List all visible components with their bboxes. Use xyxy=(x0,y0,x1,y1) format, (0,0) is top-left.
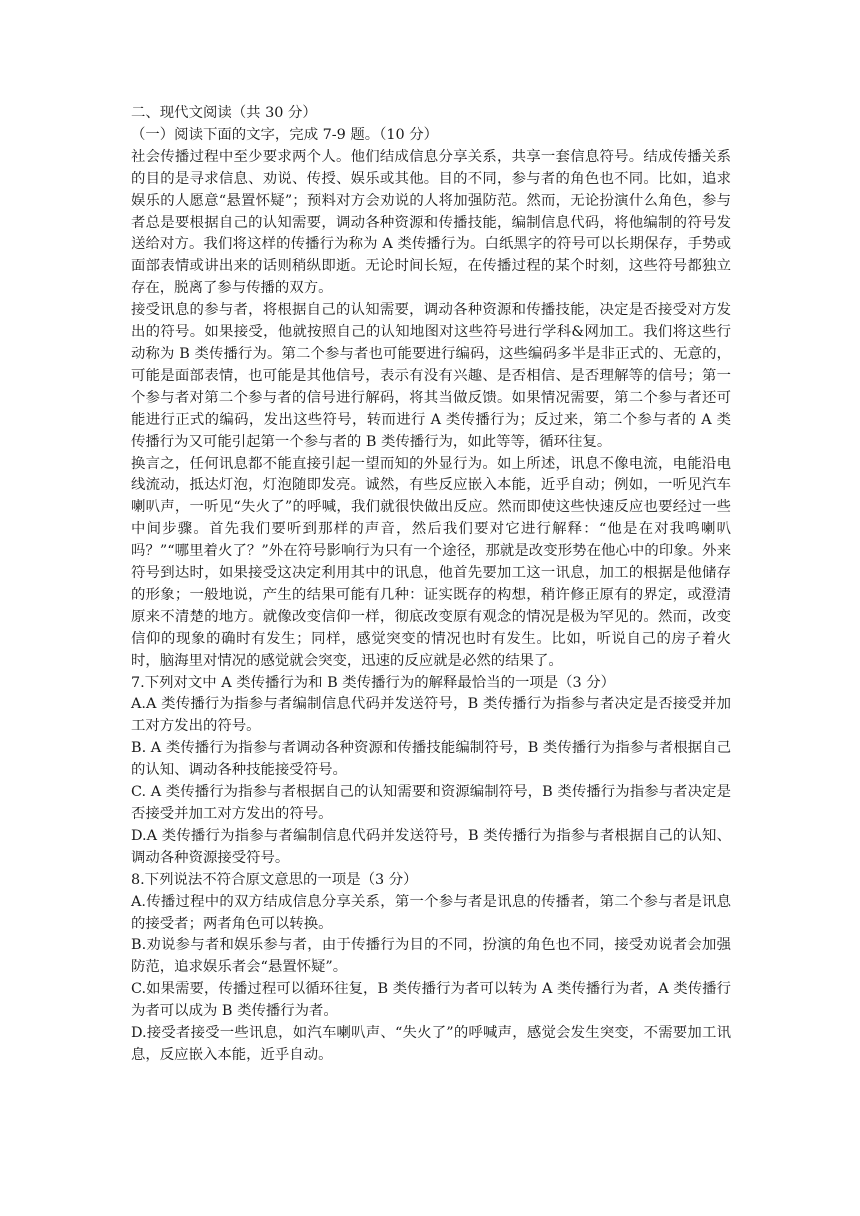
option-d: D.A 类传播行为指参与者编制信息代码并发送符号，B 类传播行为指参与者根据自己的认知、调动各种资源接受符号。 xyxy=(131,827,731,866)
option-b: B.劝说参与者和娱乐参与者，由于传播行为目的不同，扮演的角色也不同，接受劝说者会加强防范，追求娱乐者会“悬置怀疑”。 xyxy=(131,937,731,976)
question-8 xyxy=(131,870,731,1067)
passage-paragraph-1: 社会传播过程中至少要求两个人。他们结成信息分享关系，共享一套信息符号。结成传播关系的目的是寻求信息、劝说、传授、娱乐或其他。目的不同，参与者的角色也不同。比如，追求娱乐的人愿意“悬置怀疑”；预料对方会劝说的人将加强防范。然而，无论扮演什么角色，参与者总是要根据自己的认知需要，调动各种资源和传播技能，编制信息代码，将他编制的符号发送给对方。我们将这样的传播行为称为 A 类传播行为。白纸黑字的符号可以长期保存，手势或面部表情或讲出来的话则稍纵即逝。无论时间长短，在传播过程的某个时刻，这些符号都独立存在，脱离了参与传播的双方。 xyxy=(131,148,731,297)
question-stem: 8.下列说法不符合原文意思的一项是（3 分） xyxy=(131,871,418,888)
option-d: D.接受者接受一些讯息，如汽车喇叭声、“失火了”的呼喊声，感觉会发生突变，不需要加工讯息，反应嵌入本能，近乎自动。 xyxy=(131,1025,731,1063)
option-c: C. A 类传播行为指参与者根据自己的认知需要和资源编制符号，B 类传播行为指参与者决定是否接受并加工对方发出的符号。 xyxy=(131,784,731,822)
option-a: A.传播过程中的双方结成信息分享关系，第一个参与者是讯息的传播者，第二个参与者是讯息的接受者；两者角色可以转换。 xyxy=(131,893,731,932)
option-c: C.如果需要，传播过程可以循环往复，B 类传播行为者可以转为 A 类传播行为者，A 类传播行为者可以成为 B 类传播行为者。 xyxy=(131,981,731,1020)
section-title: 二、现代文阅读（共 30 分） xyxy=(131,105,317,121)
option-b: B. A 类传播行为指参与者调动各种资源和传播技能编制符号，B 类传播行为指参与者根据自己的认知、调动各种技能接受符号。 xyxy=(131,740,731,779)
subsection-title: （一）阅读下面的文字，完成 7-9 题。（10 分） xyxy=(131,126,439,143)
question-stem: 7.下列对文中 A 类传播行为和 B 类传播行为的解释最恰当的一项是（3 分） xyxy=(131,674,616,691)
document-page xyxy=(131,103,731,1067)
question-7 xyxy=(131,673,731,870)
passage-paragraph-3: 换言之，任何讯息都不能直接引起一望而知的外显行为。如上所述，讯息不像电流，电能沿电线流动，抵达灯泡，灯泡随即发亮。诚然，有些反应嵌入本能，近乎自动；例如，一听见汽车喇叭声，一听见“失火了”的呼喊，我们就很快做出反应。然而即使这些快速反应也要经过一些中间步骤。首先我们要听到那样的声音，然后我们要对它进行解释：“他是在对我鸣喇叭吗？”“哪里着火了？”外在符号影响行为只有一个途径，那就是改变形势在他心中的印象。外来符号到达时，如果接受这决定利用其中的讯息，他首先要加工这一讯息，加工的根据是他储存的形象；一般地说，产生的结果可能有几种：证实既存的构想，稍许修正原有的界定，或澄清原来不清楚的地方。就像改变信仰一样，彻底改变原有观念的情况是极为罕见的。然而，改变信仰的现象的确时有发生；同样，感觉突变的情况也时有发生。比如，听说自己的房子着火时，脑海里对情况的感觉就会突变，迅速的反应就是必然的结果了。 xyxy=(131,455,731,669)
option-a: A.A 类传播行为指参与者编制信息代码并发送符号，B 类传播行为指参与者决定是否接受并加工对方发出的符号。 xyxy=(131,696,731,735)
passage-paragraph-2: 接受讯息的参与者，将根据自己的认知需要，调动各种资源和传播技能，决定是否接受对方发出的符号。如果接受，他就按照自己的认知地图对这些符号进行学科&网加工。我们将这些行动称为 B 类传播行为。第二个参与者也可能要进行编码，这些编码多半是非正式的、无意的，可能是面部表情，也可能是其他信号，表示有没有兴趣、是否相信、是否理解等的信号；第一个参与者对第二个参与者的信号进行解码，将其当做反馈。如果情况需要，第二个参与者还可能进行正式的编码，发出这些符号，转而进行 A 类传播行为；反过来，第二个参与者的 A 类传播行为又可能引起第一个参与者的 B 类传播行为，如此等等，循环往复。 xyxy=(131,302,731,450)
